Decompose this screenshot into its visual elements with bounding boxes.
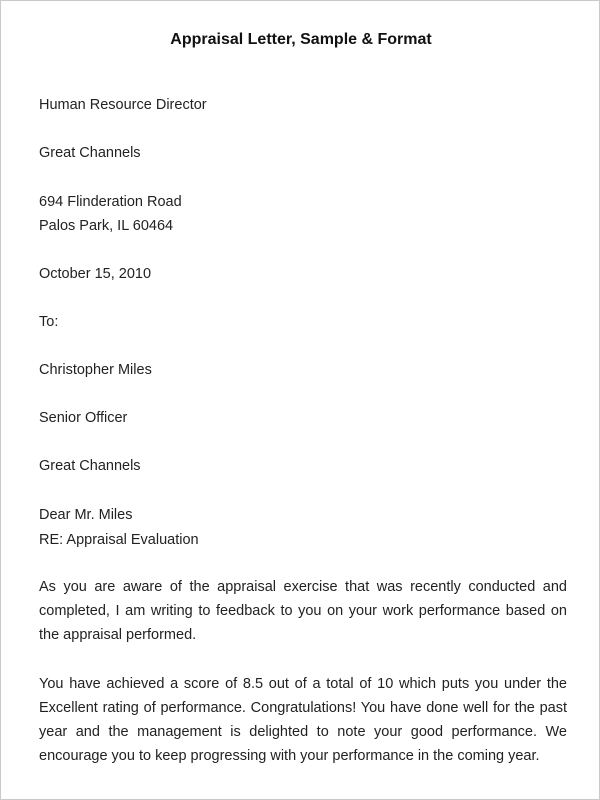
sender-position: Human Resource Director [39,97,207,113]
sender-address-line2: Palos Park, IL 60464 [39,218,174,234]
subject-line: RE: Appraisal Evaluation [39,532,199,548]
recipient-title: Senior Officer [39,410,128,426]
recipient-company: Great Channels [39,458,141,474]
body-paragraph-1: As you are aware of the appraisal exercise that was recently conducted and completed, I am writing to feedback to you on your work performance based on the appraisal performed. [39,579,567,643]
body-paragraph-2: You have achieved a score of 8.5 out of a total of 10 which puts you under the Excellent rating of performance. Congratulations! You have done well for the past year and the management is delighted to note your good performance. We encourage you to keep progressing with your performance in the coming year. [39,676,567,764]
recipient-name: Christopher Miles [39,362,152,378]
document-title: Appraisal Letter, Sample & Format [170,31,432,48]
salutation: Dear Mr. Miles [39,507,133,523]
sender-company: Great Channels [39,145,141,161]
letter-date: October 15, 2010 [39,266,152,282]
sender-address-line1: 694 Flinderation Road [39,194,182,210]
to-label: To: [39,314,59,330]
